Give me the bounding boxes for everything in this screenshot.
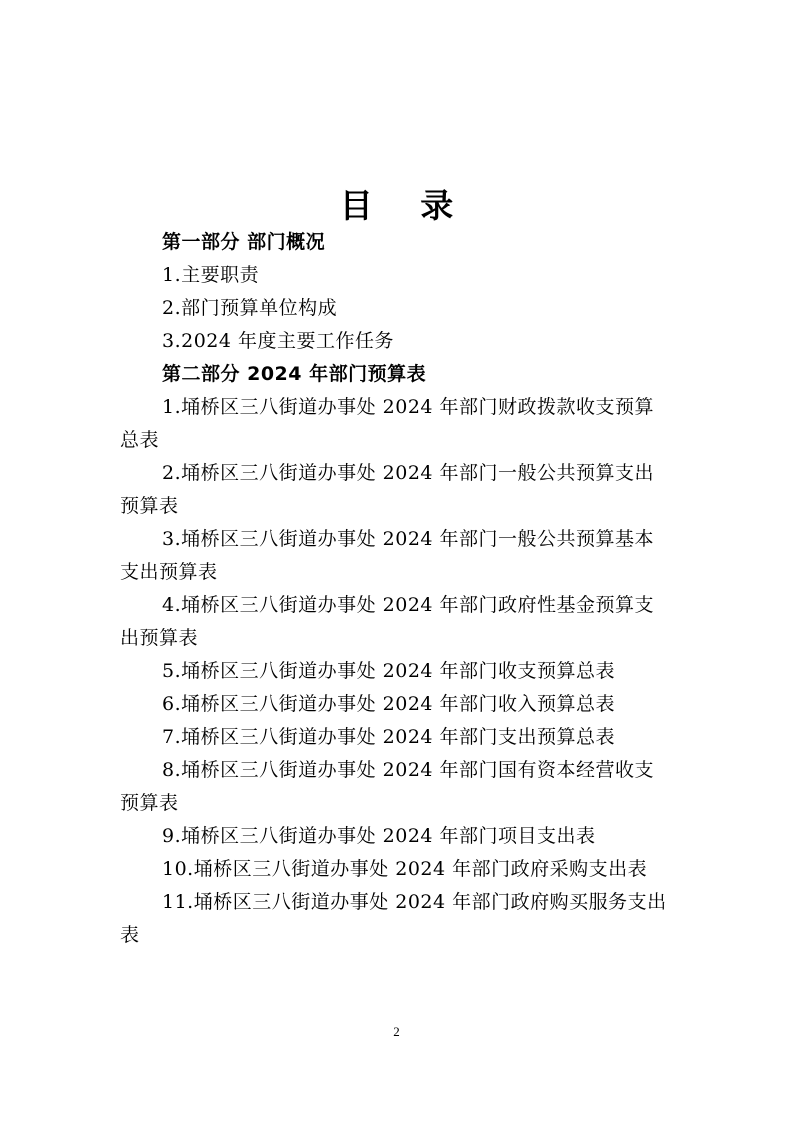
toc-item: 8.埇桥区三八街道办事处 2024 年部门国有资本经营收支 [162,759,655,781]
toc-item-continuation: 支出预算表 [120,561,218,583]
toc-item: 3.埇桥区三八街道办事处 2024 年部门一般公共预算基本 [162,528,655,550]
toc-item: 11.埇桥区三八街道办事处 2024 年部门政府购买服务支出 [162,891,667,913]
toc-item: 3.2024 年度主要工作任务 [162,330,395,352]
page-number: 2 [393,1024,400,1039]
toc-item-continuation: 出预算表 [120,627,199,649]
toc-item: 6.埇桥区三八街道办事处 2024 年部门收入预算总表 [162,693,616,715]
toc-item: 4.埇桥区三八街道办事处 2024 年部门政府性基金预算支 [162,594,655,616]
toc-item-continuation: 预算表 [120,792,179,814]
toc-part2-heading: 第二部分 2024 年部门预算表 [162,363,427,385]
toc-item: 1.主要职责 [162,264,260,286]
toc-item: 2.部门预算单位构成 [162,297,338,319]
toc-item-continuation: 表 [120,924,140,946]
toc-part1-heading: 第一部分 部门概况 [162,231,326,253]
toc-item-continuation: 预算表 [120,495,179,517]
toc-item: 2.埇桥区三八街道办事处 2024 年部门一般公共预算支出 [162,462,655,484]
toc-item-continuation: 总表 [120,429,160,451]
table-of-contents [120,226,700,952]
page-title: 目 录 [339,186,472,225]
toc-item: 1.埇桥区三八街道办事处 2024 年部门财政拨款收支预算 [162,396,655,418]
toc-item: 9.埇桥区三八街道办事处 2024 年部门项目支出表 [162,825,596,847]
toc-item: 5.埇桥区三八街道办事处 2024 年部门收支预算总表 [162,660,616,682]
toc-item: 10.埇桥区三八街道办事处 2024 年部门政府采购支出表 [162,858,648,880]
toc-item: 7.埇桥区三八街道办事处 2024 年部门支出预算总表 [162,726,616,748]
